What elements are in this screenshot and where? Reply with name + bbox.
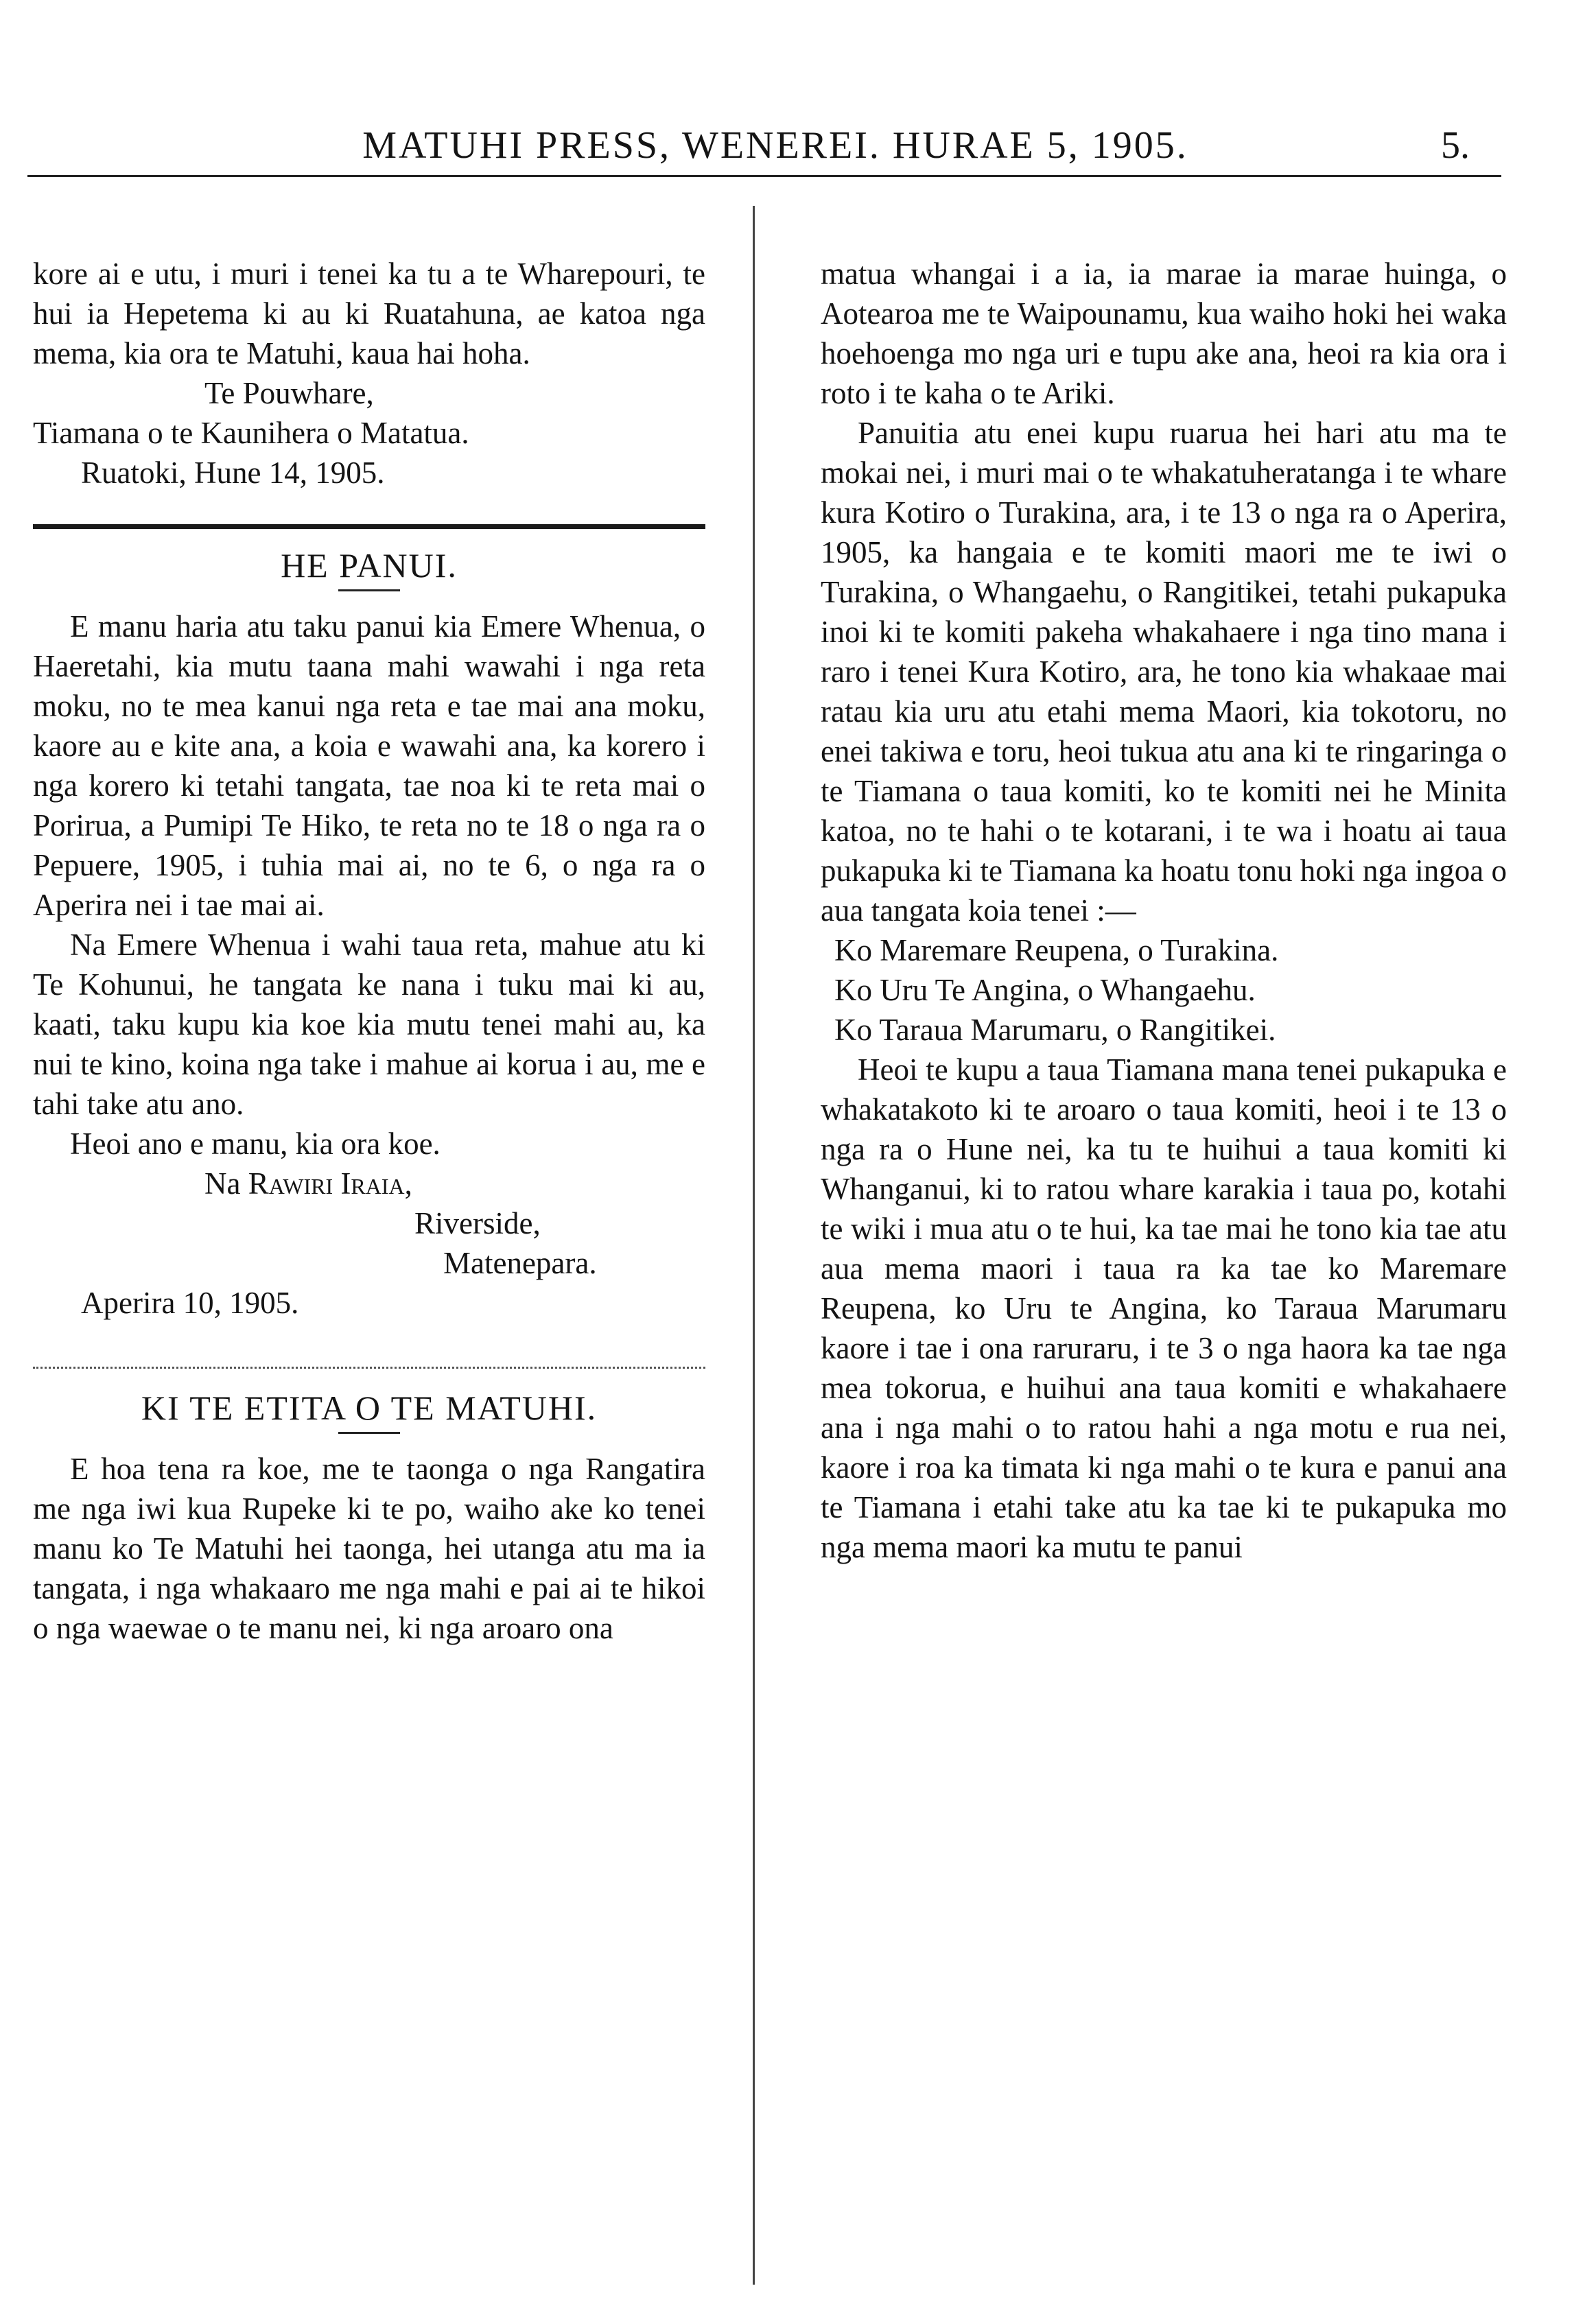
member-list-item: Ko Taraua Marumaru, o Rangitikei. [834, 1013, 1276, 1047]
panui-paragraph-2: Na Emere Whenua i wahi taua reta, mahue atu ki Te Kohunui, he tangata ke nana i tuku mai ki au, kaati, taku kupu kia koe kia mutu tenei mahi au, ka nui te kino, koina nga take i mahue ai korua i au, me e tahi take atu ano. [33, 928, 705, 1121]
member-list-item: Ko Uru Te Angina, o Whangaehu. [834, 973, 1256, 1007]
signature-place-2: Matenepara. [443, 1246, 597, 1280]
panui-date: Aperira 10, 1905. [81, 1286, 299, 1320]
signature-title: Tiamana o te Kaunihera o Matatua. [33, 416, 469, 450]
page-number: 5. [1441, 124, 1470, 167]
heading-he-panui: HE PANUI. [281, 546, 458, 585]
signature-place: Riverside, [414, 1206, 541, 1240]
signature-author: Rawiri Iraia, [248, 1166, 412, 1201]
heading-ki-te-etita: KI TE ETITA O TE MATUHI. [141, 1389, 598, 1427]
left-column [33, 254, 705, 1648]
panui-paragraph-3: Heoi ano e manu, kia ora koe. [70, 1127, 441, 1161]
panuitia-paragraph: Panuitia atu enei kupu ruarua hei hari atu ma te mokai nei, i muri mai o te whakatuheratanga i te whare kura Kotiro o Turakina, ara, i te 13 o nga ra o Aperira, 1905, ka hangaia e te komiti maori me te iwi o Turakina, o Whangaehu, o Rangitikei, tetahi pukapuka inoi ki te komiti pakeha whakahaere i nga tino mana i raro i tenei Kura Kotiro, ara, he tono kia whakaae mai ratau kia uru atu etahi mema Maori, kia tokotoru, no enei takiwa e toru, heoi tukua atu ana ki te ringaringa o te Tiamana o taua komiti, ko te komiti nei he Minita katoa, no te hahi o te kotarani, i te wa i hoatu ai taua pukapuka ki te Tiamana ka hoatu tonu hoki nga ingoa o aua tangata koia tenei :— [821, 416, 1507, 928]
signature-prefix: Na [204, 1166, 241, 1201]
letter-paragraph: E hoa tena ra koe, me te taonga o nga Rangatira me nga iwi kua Rupeke ki te po, waiho ake ko tenei manu ko Te Matuhi hei taonga, hei utanga atu ma ia tangata, i nga whakaaro me nga mahi e pai ai te hikoi o nga waewae o te manu nei, ki nga aroaro ona [33, 1452, 705, 1645]
panui-paragraph-1: E manu haria atu taku panui kia Emere Whenua, o Haeretahi, kia mutu taana mahi wawahi i nga reta moku, no te mea kanui nga reta e tae mai ana moku, kaore au e kite ana, a koia e wawahi ana, ka korero i nga korero ki tetahi tangata, tae noa ki te reta mai o Porirua, a Pumipi Te Hiko, te reta no te 18 o nga ra o Pepuere, 1905, i tuhia mai ai, no te 6, o nga ra o Aperira nei i tae mai ai. [33, 609, 705, 922]
heading-underline [338, 589, 400, 591]
running-title: MATUHI PRESS, WENEREI. HURAE 5, 1905. [362, 124, 1188, 167]
page-header [0, 123, 1596, 178]
header-rule [27, 175, 1501, 177]
signature-name: Te Pouwhare, [204, 376, 374, 410]
section-rule [33, 524, 705, 529]
continued-paragraph: matua whangai i a ia, ia marae ia marae huinga, o Aotearoa me te Waipounamu, kua waiho hoki hei waka hoehoenga mo nga uri e tupu ake ana, heoi ra kia ora i roto i te kaha o te Ariki. [821, 257, 1507, 410]
heading-underline-2 [338, 1432, 400, 1434]
section-rule-dotted [33, 1367, 705, 1369]
right-column [821, 254, 1507, 1567]
heoi-paragraph: Heoi te kupu a taua Tiamana mana tenei pukapuka e whakatakoto ki te aroaro o taua komiti, heoi i te 13 o nga ra o Hune nei, ka tu te huihui a taua komiti ki Whanganui, ki to ratou whare karakia i taua po, kotahi te wiki i mua atu o te hui, ka tae mai he tono kia tae atu aua mema maori i taua ra ka tae ko Maremare Reupena, ko Uru te Angina, ko Taraua Marumaru kaore i tae i ona raruraru, i te 3 o nga haora ka tae nga mea tokorua, e huihui ana taua komiti e whakahaere ana i nga mahi o to ratou hahi a nga motu e rua nei, kaore i roa ka timata ki nga mahi o te kura e panui ana te Tiamana i etahi take atu ka tae ki te pukapuka mo nga mema maori ka mutu te panui [821, 1052, 1507, 1564]
signature-date: Ruatoki, Hune 14, 1905. [81, 456, 385, 490]
column-divider [753, 206, 755, 2285]
panui-signature [33, 1164, 705, 1203]
intro-paragraph: kore ai e utu, i muri i tenei ka tu a te Wharepouri, te hui ia Hepetema ki au ki Ruatahuna, ae katoa nga mema, kia ora te Matuhi, kaua hai hoha. [33, 257, 705, 370]
member-list-item: Ko Maremare Reupena, o Turakina. [834, 933, 1279, 967]
